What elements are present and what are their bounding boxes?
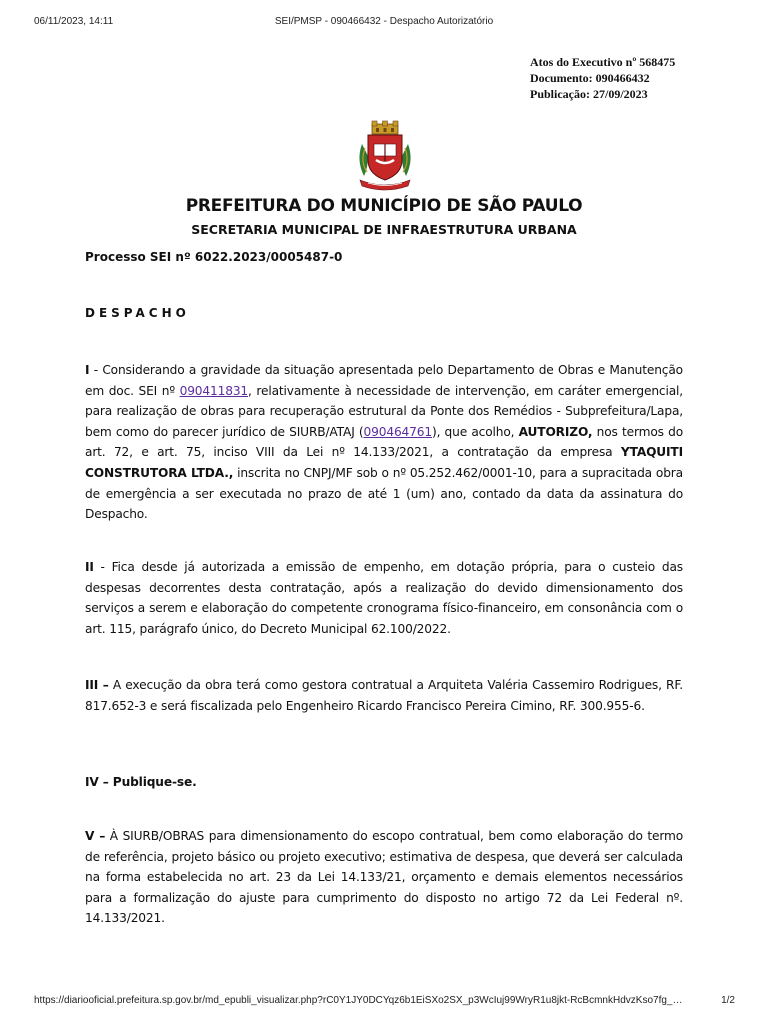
despacho-heading: DESPACHO — [85, 306, 190, 320]
paragraph-number: V – — [85, 829, 106, 843]
authorize-text: AUTORIZO, — [518, 424, 593, 439]
sei-document-link[interactable]: 090411831 — [179, 383, 249, 398]
print-title: SEI/PMSP - 090466432 - Despacho Autorizatório — [274, 16, 494, 27]
paragraph-iv — [85, 772, 683, 793]
paragraph-text: , relativamente à necessidade de intervenção, em caráter emergencial, para realização de obras para recuperação estrutural da Ponte dos Remédios - Subprefeitura/Lapa, bem como do parecer jurídico de SIURB/ATAJ ( — [85, 383, 683, 439]
paragraph-number: I — [85, 363, 90, 377]
acts-number: Atos do Executivo nº 568475 — [530, 55, 676, 69]
paragraph-i — [85, 360, 683, 525]
paragraph-iii — [85, 675, 683, 716]
process-number: Processo SEI nº 6022.2023/0005487-0 — [85, 250, 343, 264]
legal-opinion-link[interactable]: 090464761 — [363, 424, 432, 439]
paragraph-text: ), que acolho, — [431, 424, 519, 439]
page-url: https://diariooficial.prefeitura.sp.gov.br/md_epubli_visualizar.php?rC0Y1JY0DCYqz6b1EiSXo2SX_p3WcIuj99WryR1u8jkt-RcBcmnkHdvzKso7fg_… — [34, 995, 683, 1006]
paragraph-text: À SIURB/OBRAS para dimensionamento do escopo contratual, bem como elaboração do termo de referência, projeto básico ou projeto executivo; estimativa de despesa, que deverá ser calculada na forma estabelecida no art. 23 da Lei 14.133/21, orçamento e demais elementos necessários para a formalização do ajuste para cumprimento do disposto no artigo 72 da Lei Federal nº. 14.133/2021. — [85, 829, 684, 926]
coat-of-arms-icon — [354, 120, 416, 192]
paragraph-number: II — [85, 560, 94, 574]
company-name: YTAQUITI CONSTRUTORA LTDA., — [85, 445, 683, 480]
paragraph-v — [85, 826, 683, 929]
page-number: 1/2 — [721, 995, 735, 1006]
publication-date: Publicação: 27/09/2023 — [530, 87, 648, 101]
paragraph-text: A execução da obra terá como gestora contratual a Arquiteta Valéria Cassemiro Rodrigues, RF. 817.652-3 e será fiscalizada pelo Engenheiro Ricardo Francisco Pereira Cimino, RF. 300.955-6. — [85, 678, 683, 713]
prefeitura-title: PREFEITURA DO MUNICÍPIO DE SÃO PAULO — [185, 196, 583, 216]
paragraph-number: III – — [85, 678, 109, 692]
document-number: Documento: 090466432 — [530, 71, 650, 85]
paragraph-ii — [85, 557, 683, 639]
publish-text: IV – Publique-se. — [85, 775, 197, 789]
paragraph-text: inscrita no CNPJ/MF sob o nº 05.252.462/0001-10, para a supracitada obra de emergência a ser executada no prazo de até 1 (um) ano, contado da data da assinatura do Despacho. — [85, 465, 683, 522]
print-footer — [0, 995, 768, 1009]
paragraph-text: nos termos do art. 72, e art. 75, inciso VIII da Lei nº 14.133/2021, a contratação da empresa — [85, 424, 684, 460]
secretaria-title: SECRETARIA MUNICIPAL DE INFRAESTRUTURA URBANA — [191, 222, 577, 237]
print-header — [0, 16, 768, 30]
paragraph-text: - Fica desde já autorizada a emissão de empenho, em dotação própria, para o custeio das despesas decorrentes desta contratação, após a realização do devido dimensionamento dos serviços a serem e elaboração do competente cronograma físico-financeiro, em consonância com o art. 115, parágrafo único, do Decreto Municipal 62.100/2022. — [85, 560, 683, 636]
publication-info — [530, 54, 675, 102]
print-datetime: 06/11/2023, 14:11 — [34, 16, 114, 27]
paragraph-text: - Considerando a gravidade da situação apresentada pelo Departamento de Obras e Manutenção em doc. SEI nº — [85, 363, 683, 398]
